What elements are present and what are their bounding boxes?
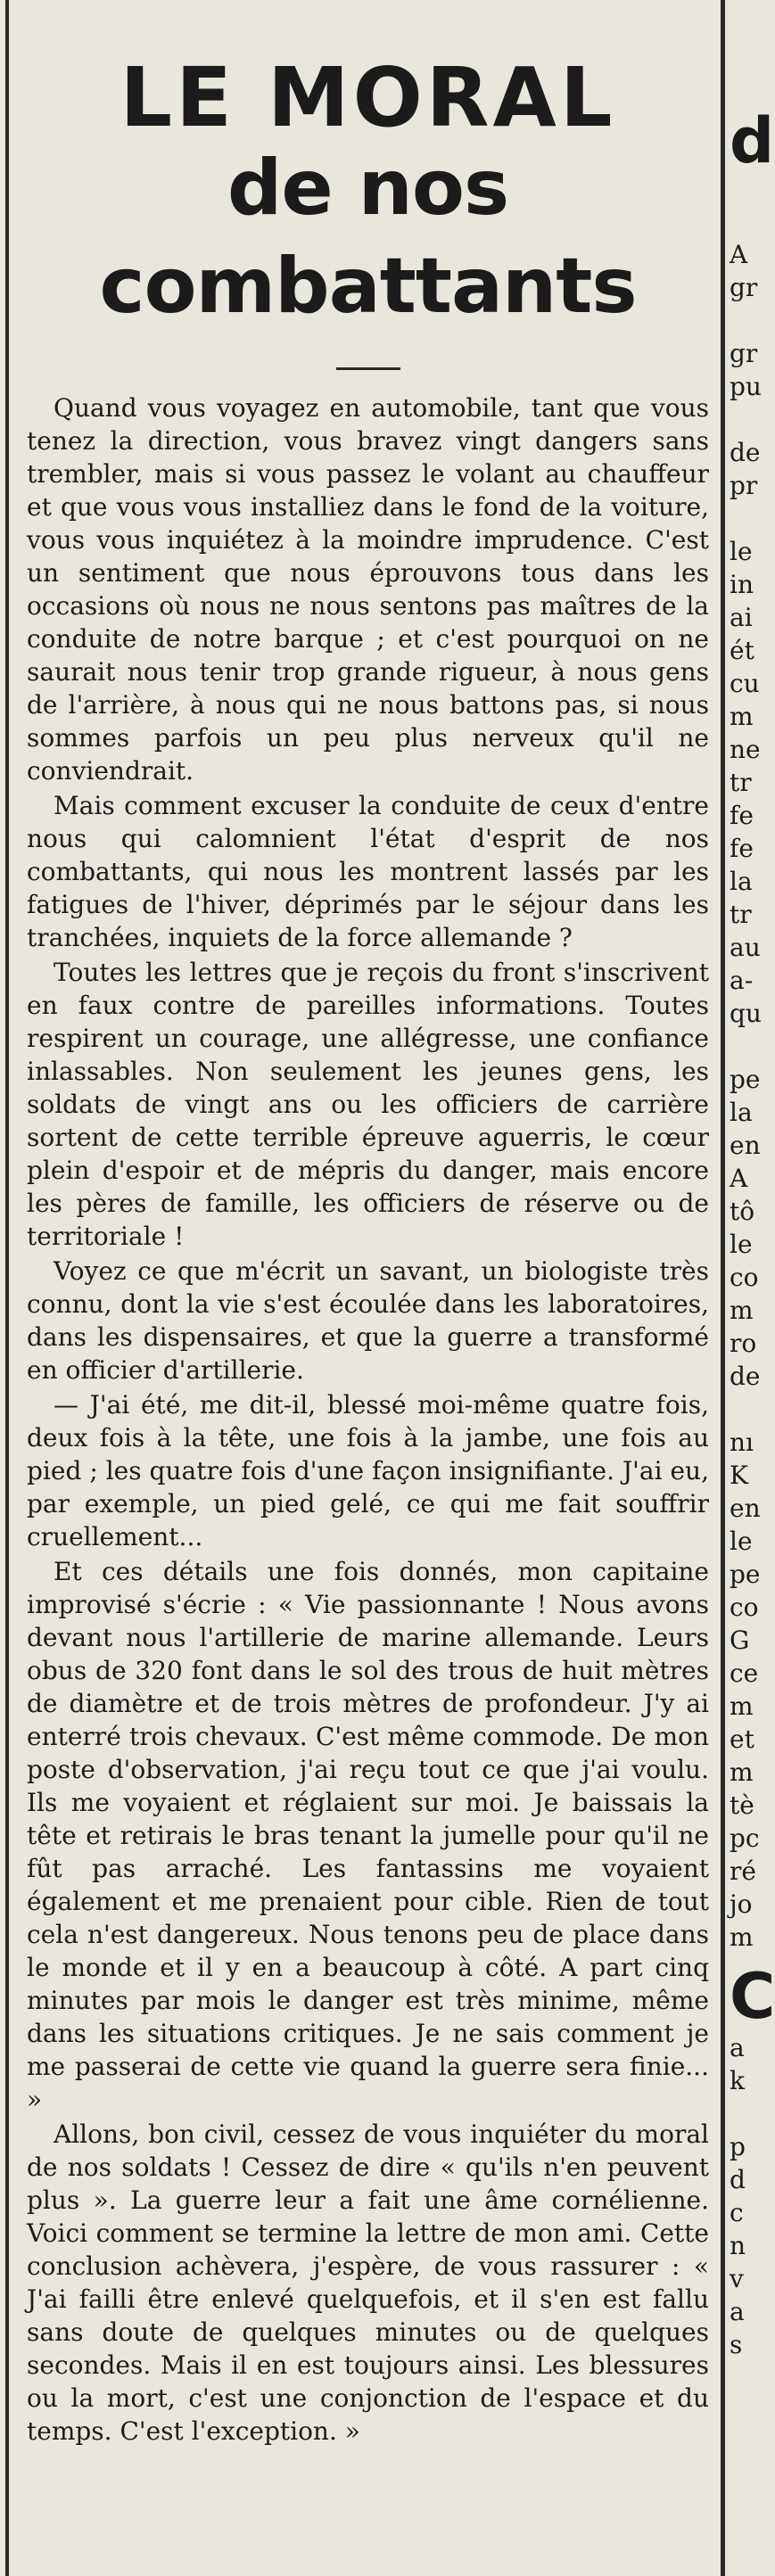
adjacent-heading-fragment: d <box>730 104 775 177</box>
adjacent-line-fragment: in <box>730 570 754 599</box>
article-column <box>27 36 709 2449</box>
adjacent-line-fragment: au <box>730 933 761 962</box>
adjacent-line-fragment: fe <box>730 834 754 863</box>
paragraph-4: Voyez ce que m'écrit un savant, un biologiste très connu, dont la vie s'est écoulée dans les laboratoires, dans les dispensaires, et que la guerre a transformé en officier d'artillerie. <box>27 1256 709 1385</box>
paragraph-5: — J'ai été, me dit-il, blessé moi-même quatre fois, deux fois à la tête, une fois à la jambe, une fois au pied ; les quatre fois d'une façon insignifiante. J'ai eu, par exemple, un pied gelé, ce qui me fait souffrir cruellement... <box>27 1390 709 1551</box>
adjacent-line-fragment: s <box>730 2330 743 2359</box>
paragraph-6: Et ces détails une fois donnés, mon capitaine improvisé s'écrie : « Vie passionnante ! Nous avons devant nous l'artillerie de marine allemande. Leurs obus de 320 font dans le sol des trous de huit mètres de diamètre et de trois mètres de profondeur. J'y ai enterré trois chevaux. C'est même commode. De mon poste d'observation, j'ai reçu tout ce que j'ai voulu. Ils me voyaient et réglaient sur moi. Je baissais la tête et retirais le bras tenant la jumelle pour qu'il ne fût pas arraché. Les fantassins me voyaient également et me prenaient pour cible. Rien de tout cela n'est dangereux. Nous tenons peu de place dans le monde et il y en a beaucoup à côté. A part cinq minutes par mois le danger est très minime, même dans les situations critiques. Je ne sais comment je me passerai de cette vie quand la guerre sera finie... » <box>27 1557 709 2114</box>
adjacent-line-fragment <box>730 502 765 535</box>
adjacent-line-fragment: ét <box>730 636 754 665</box>
adjacent-line-fragment: c <box>730 2198 744 2227</box>
adjacent-line-fragment: de <box>730 438 761 467</box>
paragraph-7: Allons, bon civil, cessez de vous inquiéter du moral de nos soldats ! Cessez de dire « qu'ils n'en peuvent plus ». La guerre leur a fait une âme cornélienne. Voici comment se termine la lettre de mon ami. Cette conclusion achèvera, j'espère, de vous rassurer : « J'ai failli être enlevé quelquefois, et il s'en est fallu sans doute de quelques minutes ou de quelques secondes. Mais il en est toujours ainsi. Les blessures ou la mort, c'est une conjonction de l'espace et du temps. C'est l'exception. » <box>27 2119 709 2446</box>
adjacent-fragments-bottom <box>730 2031 765 2361</box>
adjacent-line-fragment: m <box>730 1691 754 1721</box>
adjacent-line-fragment: A <box>730 1164 748 1193</box>
adjacent-line-fragment: ce <box>730 1658 759 1688</box>
adjacent-line-fragment: le <box>730 537 753 566</box>
adjacent-line-fragment: ré <box>730 1856 756 1886</box>
column-rule-right <box>721 0 725 2576</box>
adjacent-line-fragment: gr <box>730 273 758 302</box>
adjacent-line-fragment: gr <box>730 339 758 368</box>
adjacent-line-fragment <box>730 304 765 337</box>
article-title-line2: de nos combattants <box>99 144 637 331</box>
adjacent-line-fragment: le <box>730 1527 753 1556</box>
adjacent-line-fragment: tè <box>730 1790 754 1820</box>
adjacent-line-fragment: en <box>730 1494 761 1523</box>
adjacent-line-fragment: A <box>730 240 748 269</box>
adjacent-line-fragment: co <box>730 1263 759 1292</box>
adjacent-column-fragment <box>730 0 775 2576</box>
adjacent-fragments-top <box>730 238 765 1954</box>
adjacent-line-fragment: la <box>730 867 753 896</box>
adjacent-line-fragment: v <box>730 2264 744 2293</box>
adjacent-line-fragment <box>730 2097 765 2130</box>
adjacent-line-fragment <box>730 1393 765 1426</box>
adjacent-line-fragment: de <box>730 1362 761 1391</box>
adjacent-line-fragment: K <box>730 1461 748 1490</box>
adjacent-line-fragment: le <box>730 1230 753 1259</box>
adjacent-line-fragment: m <box>730 1296 754 1325</box>
adjacent-line-fragment: tr <box>730 900 752 929</box>
paragraph-2: Mais comment excuser la conduite de ceux d'entre nous qui calomnient l'état d'esprit de nos combattants, qui nous les montrent lassés par les fatigues de l'hiver, déprimés par le séjour dans les tranchées, inquiets de la force allemande ? <box>27 791 709 952</box>
adjacent-line-fragment: ne <box>730 735 761 764</box>
adjacent-line-fragment: pr <box>730 471 758 500</box>
adjacent-line-fragment: la <box>730 1098 753 1127</box>
adjacent-line-fragment: fe <box>730 801 754 830</box>
article-title-line1: LE MORAL <box>120 50 616 145</box>
adjacent-line-fragment: pu <box>730 372 762 401</box>
adjacent-line-fragment <box>730 1030 765 1063</box>
adjacent-line-fragment: pe <box>730 1065 761 1094</box>
paragraph-3: Toutes les lettres que je reçois du front s'inscrivent en faux contre de pareilles informations. Toutes respirent un courage, une allégresse, une confiance inlassables. Non seulement les jeunes gens, les soldats de vingt ans ou les officiers de carrière sortent de cette terrible épreuve aguerris, le cœur plein d'espoir et de mépris du danger, mais encore les pères de famille, les officiers de réserve ou de territoriale ! <box>27 958 709 1251</box>
title-divider <box>336 367 400 370</box>
adjacent-line-fragment: m <box>730 1922 754 1952</box>
paragraph-1: Quand vous voyagez en automobile, tant que vous tenez la direction, vous bravez vingt dangers sans trembler, mais si vous passez le volant au chauffeur et que vous vous installiez dans le fond de la voiture, vous vous inquiétez à la moindre imprudence. C'est un sentiment que nous éprouvons tous dans les occasions où nous ne nous sentons pas maîtres de la conduite de notre barque ; et c'est pourquoi on ne saurait nous tenir trop grande rigueur, à nous gens de l'arrière, à nous qui ne nous battons pas, si nous sommes parfois un peu plus nerveux qu'il ne conviendrait. <box>27 393 709 786</box>
adjacent-line-fragment: jo <box>730 1889 753 1919</box>
column-rule-left <box>5 0 9 2576</box>
adjacent-line-fragment: m <box>730 1757 754 1787</box>
adjacent-heading-fragment-2: C <box>730 1960 775 2033</box>
adjacent-line-fragment: a <box>730 2033 745 2062</box>
adjacent-line-fragment: tô <box>730 1197 755 1226</box>
adjacent-line-fragment: nı <box>730 1428 754 1457</box>
adjacent-line-fragment: n <box>730 2231 746 2260</box>
adjacent-line-fragment: ro <box>730 1329 757 1358</box>
adjacent-line-fragment: G <box>730 1625 750 1655</box>
adjacent-line-fragment: pc <box>730 1823 760 1853</box>
adjacent-line-fragment <box>730 403 765 436</box>
adjacent-line-fragment: en <box>730 1131 761 1160</box>
adjacent-line-fragment: ai <box>730 603 753 632</box>
adjacent-line-fragment: cu <box>730 669 760 698</box>
adjacent-line-fragment: co <box>730 1593 759 1622</box>
adjacent-line-fragment: p <box>730 2132 746 2161</box>
adjacent-line-fragment: a- <box>730 966 754 995</box>
adjacent-line-fragment: a <box>730 2297 745 2326</box>
adjacent-line-fragment: k <box>730 2066 745 2095</box>
adjacent-line-fragment: et <box>730 1724 754 1754</box>
adjacent-line-fragment: tr <box>730 768 752 797</box>
adjacent-line-fragment: d <box>730 2165 746 2194</box>
adjacent-line-fragment: qu <box>730 999 762 1028</box>
adjacent-line-fragment: pe <box>730 1560 761 1589</box>
adjacent-line-fragment: m <box>730 702 754 731</box>
